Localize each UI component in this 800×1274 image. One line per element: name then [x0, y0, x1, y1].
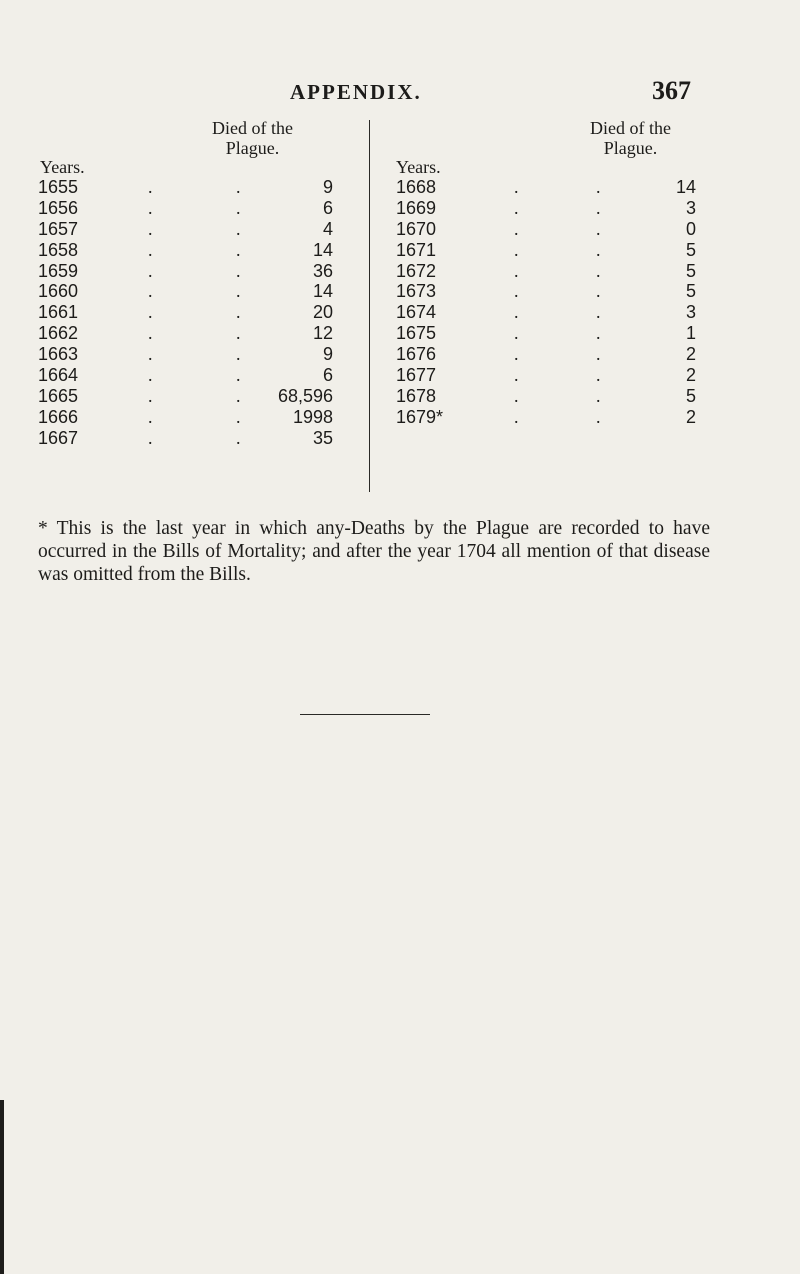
right-died-header-line1: Died of the [590, 118, 671, 138]
leader-dot: . [514, 281, 519, 302]
year-cell: 1673 [396, 281, 437, 302]
leader-dot: . [148, 365, 153, 386]
year-cell: 1671 [396, 239, 437, 260]
running-head: APPENDIX. [290, 80, 422, 104]
leader-dot: . [514, 385, 519, 406]
left-died-header-line2: Plague. [225, 138, 280, 158]
leader-dot: . [148, 239, 153, 260]
leader-dot: . [514, 177, 519, 197]
deaths-cell: 12 [312, 323, 333, 344]
leader-dot: . [596, 239, 601, 260]
leader-dot: . [514, 344, 519, 365]
footnote: * This is the last year in which any-Deaths by the Plague are recorded to have occurred in the Bills of Mortality; and after the year 1704 all mention of that disease was omitted from the Bills. [38, 518, 710, 585]
leader-dot: . [514, 302, 519, 323]
deaths-cell: 6 [322, 197, 333, 218]
leader-dot: . [596, 281, 601, 302]
leader-dot: . [596, 302, 601, 323]
leader-dot: . [148, 406, 153, 427]
left-died-header-line1: Died of the [212, 118, 293, 138]
leader-dot: . [148, 344, 153, 365]
year-cell: 1665 [38, 385, 79, 406]
year-cell: 1658 [38, 239, 79, 260]
leader-dot: . [148, 197, 153, 218]
year-cell: 1669 [396, 197, 437, 218]
leader-dot: . [148, 177, 153, 197]
year-cell: 1659 [38, 260, 79, 281]
deaths-cell: 14 [312, 281, 333, 302]
year-cell: 1674 [396, 302, 437, 323]
leader-dot: . [514, 239, 519, 260]
leader-dot: . [236, 344, 241, 365]
leader-dot: . [514, 218, 519, 239]
leader-dot: . [596, 323, 601, 344]
leader-dot: . [236, 218, 241, 239]
right-died-header [590, 118, 671, 158]
leader-dot: . [236, 427, 241, 448]
deaths-cell: 2 [685, 365, 696, 386]
leader-dot: . [514, 406, 519, 427]
leader-dot: . [148, 260, 153, 281]
deaths-cell: 9 [322, 344, 333, 365]
right-died-header-line2: Plague. [603, 138, 658, 158]
leader-dot: . [514, 260, 519, 281]
deaths-cell: 0 [685, 218, 696, 239]
leader-dot: . [148, 281, 153, 302]
deaths-cell: 6 [322, 365, 333, 386]
leader-dot: . [596, 385, 601, 406]
leader-dot: . [236, 302, 241, 323]
year-cell: 1664 [38, 365, 79, 386]
deaths-cell: 5 [685, 260, 696, 281]
deaths-cell: 68,596 [277, 385, 333, 406]
deaths-cell: 20 [312, 302, 333, 323]
deaths-cell: 9 [322, 177, 333, 197]
year-cell: 1679* [396, 406, 444, 427]
leader-dot: . [514, 197, 519, 218]
leader-dot: . [236, 260, 241, 281]
year-cell: 1667 [38, 427, 79, 448]
right-years-header: Years. [396, 157, 441, 177]
leader-dot: . [596, 344, 601, 365]
deaths-cell: 36 [312, 260, 333, 281]
leader-dot: . [148, 385, 153, 406]
year-cell: 1670 [396, 218, 437, 239]
year-cell: 1678 [396, 385, 437, 406]
year-cell: 1657 [38, 218, 79, 239]
page-number: 367 [652, 76, 691, 105]
year-cell: 1675 [396, 323, 437, 344]
year-cell: 1672 [396, 260, 437, 281]
left-years-header: Years. [40, 157, 85, 177]
leader-dot: . [236, 239, 241, 260]
leader-dot: . [148, 302, 153, 323]
leader-dot: . [596, 218, 601, 239]
year-cell: 1656 [38, 197, 79, 218]
left-died-header [212, 118, 293, 158]
deaths-cell: 35 [312, 427, 333, 448]
leader-dot: . [596, 197, 601, 218]
deaths-cell: 5 [685, 281, 696, 302]
leader-dot: . [148, 323, 153, 344]
leader-dot: . [236, 365, 241, 386]
year-cell: 1661 [38, 302, 79, 323]
column-divider [369, 120, 370, 492]
deaths-cell: 14 [312, 239, 333, 260]
leader-dot: . [514, 323, 519, 344]
deaths-cell: 3 [685, 197, 696, 218]
leader-dot: . [514, 365, 519, 386]
year-cell: 1655 [38, 177, 79, 197]
year-cell: 1677 [396, 365, 437, 386]
leader-dot: . [596, 365, 601, 386]
deaths-cell: 2 [685, 344, 696, 365]
leader-dot: . [236, 197, 241, 218]
leader-dot: . [148, 218, 153, 239]
year-cell: 1666 [38, 406, 79, 427]
deaths-cell: 5 [685, 385, 696, 406]
deaths-cell: 2 [685, 406, 696, 427]
year-cell: 1663 [38, 344, 79, 365]
leader-dot: . [236, 177, 241, 197]
year-cell: 1662 [38, 323, 79, 344]
leader-dot: . [596, 406, 601, 427]
leader-dot: . [236, 323, 241, 344]
leader-dot: . [236, 406, 241, 427]
leader-dot: . [596, 177, 601, 197]
deaths-cell: 14 [675, 177, 696, 197]
leader-dot: . [148, 427, 153, 448]
section-rule [300, 714, 430, 715]
leader-dot: . [236, 281, 241, 302]
year-cell: 1660 [38, 281, 79, 302]
deaths-cell: 5 [685, 239, 696, 260]
deaths-cell: 4 [322, 218, 333, 239]
deaths-cell: 3 [685, 302, 696, 323]
year-cell: 1668 [396, 177, 437, 197]
year-cell: 1676 [396, 344, 437, 365]
deaths-cell: 1 [685, 323, 696, 344]
deaths-cell: 1998 [292, 406, 333, 427]
leader-dot: . [236, 385, 241, 406]
leader-dot: . [596, 260, 601, 281]
page-edge-shadow [0, 1100, 4, 1274]
